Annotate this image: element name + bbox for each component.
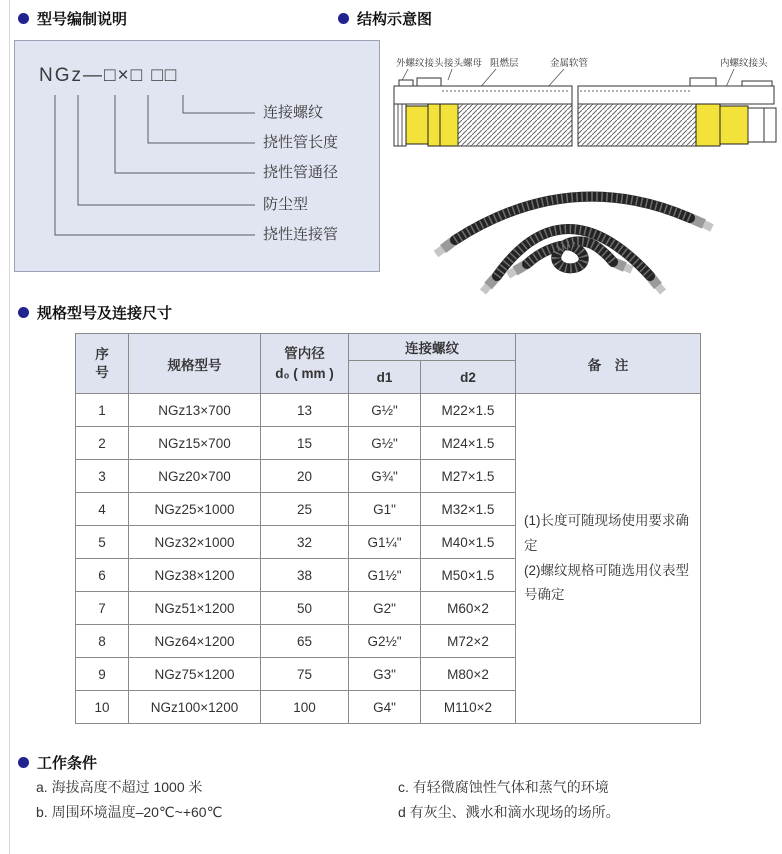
table-row: 6 NGz38×1200 38 G1½" M50×1.5 — [76, 559, 701, 592]
table-row: 8 NGz64×1200 65 G2½" M72×2 — [76, 625, 701, 658]
condition-b: b. 周围环境温度–20℃~+60℃ — [36, 804, 223, 820]
section-title: 规格型号及连接尺寸 — [37, 305, 173, 322]
model-label-diameter: 挠性管通径 — [263, 164, 339, 181]
section-title: 型号编制说明 — [37, 11, 128, 28]
bullet-icon — [338, 13, 349, 24]
col-header-remark: 备 注 — [516, 334, 701, 394]
col-header-thread: 连接螺纹 — [349, 334, 516, 361]
page-edge-line — [9, 0, 10, 854]
section-title: 工作条件 — [37, 755, 98, 772]
section-spec-table-header — [18, 302, 172, 323]
condition-a: a. 海拔高度不超过 1000 米 — [36, 779, 203, 795]
model-label-length: 挠性管长度 — [263, 134, 339, 151]
section-structure-header — [338, 8, 432, 29]
bullet-icon — [18, 13, 29, 24]
bullet-icon — [18, 757, 29, 768]
remark-cell: (1)长度可随现场使用要求确定 (2)螺纹规格可随选用仪表型号确定 — [516, 394, 701, 724]
model-code: NGz—□×□ □□ — [39, 65, 179, 86]
table-row: 10 NGz100×1200 100 G4" M110×2 — [76, 691, 701, 724]
table-row: 3 NGz20×700 20 G¾" M27×1.5 — [76, 460, 701, 493]
label-flame-retardant-layer: 阻燃层 — [490, 58, 519, 69]
model-label-conduit: 挠性连接管 — [263, 226, 339, 243]
bullet-icon — [18, 307, 29, 318]
spec-table — [75, 333, 701, 724]
product-photo — [392, 152, 782, 302]
table-row: 9 NGz75×1200 75 G3" M80×2 — [76, 658, 701, 691]
model-label-dustproof: 防尘型 — [263, 196, 309, 213]
working-conditions-right — [398, 775, 620, 825]
label-joint-nut: 接头螺母 — [444, 58, 483, 69]
table-row: 2 NGz15×700 15 G½" M24×1.5 — [76, 427, 701, 460]
section-working-header — [18, 752, 97, 773]
model-label-thread: 连接螺纹 — [263, 104, 324, 121]
working-conditions-left — [36, 775, 222, 825]
col-header-inner-diameter: 管内径 d₀ ( mm ) — [261, 334, 349, 394]
table-row: 5 NGz32×1000 32 G1¼" M40×1.5 — [76, 526, 701, 559]
table-row: 4 NGz25×1000 25 G1" M32×1.5 — [76, 493, 701, 526]
section-model-legend-header — [18, 8, 127, 29]
condition-c: c. 有轻微腐蚀性气体和蒸气的环境 — [398, 779, 609, 795]
label-female-thread-joint: 内螺纹接头 — [720, 58, 768, 69]
col-header-model: 规格型号 — [129, 334, 261, 394]
label-metal-hose: 金属软管 — [550, 58, 589, 69]
label-male-thread-joint: 外螺纹接头 — [396, 58, 444, 69]
table-row: 7 NGz51×1200 50 G2" M60×2 — [76, 592, 701, 625]
col-header-d1: d1 — [349, 361, 421, 394]
table-row: 1 NGz13×700 13 G½" M22×1.5 (1)长度可随现场使用要求确定 (2)螺纹规格可随选用仪表型号确定 — [76, 394, 701, 427]
col-header-d2: d2 — [421, 361, 516, 394]
structure-diagram — [392, 50, 782, 150]
model-numbering-panel — [14, 40, 380, 272]
section-title: 结构示意图 — [357, 11, 433, 28]
condition-d: d 有灰尘、溅水和滴水现场的场所。 — [398, 804, 620, 820]
col-header-no: 序号 — [76, 334, 129, 394]
